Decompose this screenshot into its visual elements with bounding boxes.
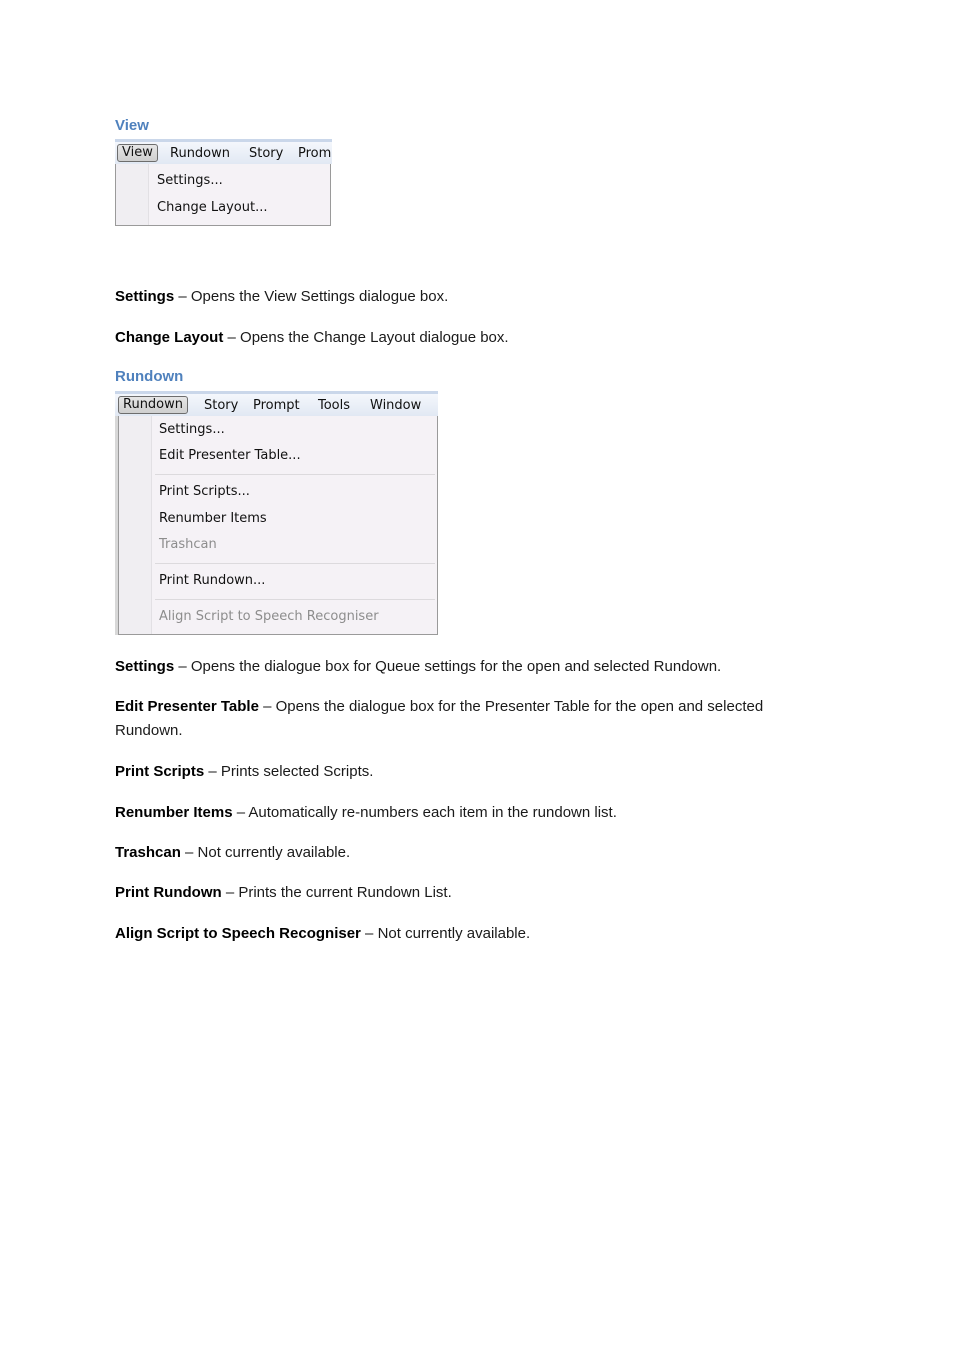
- menubar-tools[interactable]: Tools: [318, 398, 351, 413]
- menu-item-trashcan: Trashcan: [159, 537, 217, 552]
- desc-align-script: Align Script to Speech Recogniser – Not currently available.: [115, 925, 531, 942]
- menubar-story[interactable]: Story: [204, 398, 239, 413]
- dropdown-icon-gutter: [116, 164, 149, 225]
- menubar-prompt[interactable]: Prompt: [253, 398, 300, 413]
- menu-item-print-rundown[interactable]: Print Rundown...: [159, 573, 266, 588]
- menu-item-print-scripts[interactable]: Print Scripts...: [159, 484, 250, 499]
- desc-rundown-settings: Settings – Opens the dialogue box for Queue settings for the open and selected Rundown.: [115, 658, 722, 675]
- view-menu-screenshot: [115, 139, 332, 226]
- rundown-menu-screenshot: [115, 391, 438, 635]
- desc-print-scripts: Print Scripts – Prints selected Scripts.: [115, 763, 374, 780]
- view-dropdown: [115, 164, 331, 226]
- rundown-dropdown: [118, 416, 438, 635]
- menu-separator: [155, 599, 435, 600]
- menu-separator: [155, 563, 435, 564]
- desc-change-layout: Change Layout – Opens the Change Layout dialogue box.: [115, 329, 509, 346]
- menu-item-change-layout[interactable]: Change Layout...: [157, 200, 268, 215]
- desc-edit-presenter-table: Edit Presenter Table – Opens the dialogue box for the Presenter Table for the open and selected Rundown.: [115, 698, 764, 739]
- menu-item-settings[interactable]: Settings...: [159, 422, 225, 437]
- menubar-prompt-truncated[interactable]: Prom: [298, 146, 332, 161]
- rundown-menubar: [115, 391, 438, 416]
- menubar-window[interactable]: Window: [370, 398, 422, 413]
- menubar-story[interactable]: Story: [249, 146, 284, 161]
- menu-item-edit-presenter-table[interactable]: Edit Presenter Table...: [159, 448, 301, 463]
- dropdown-icon-gutter: [119, 416, 152, 634]
- menu-item-renumber-items[interactable]: Renumber Items: [159, 511, 267, 526]
- desc-renumber-items: Renumber Items – Automatically re-numbers each item in the rundown list.: [115, 804, 617, 821]
- desc-view-settings: Settings – Opens the View Settings dialogue box.: [115, 288, 449, 305]
- view-menubar: [115, 139, 332, 164]
- rundown-heading: Rundown: [115, 368, 184, 385]
- desc-print-rundown: Print Rundown – Prints the current Rundown List.: [115, 884, 452, 901]
- menu-separator: [155, 474, 435, 475]
- menubar-view[interactable]: View: [117, 144, 158, 162]
- menubar-rundown-active[interactable]: Rundown: [118, 396, 188, 414]
- menubar-rundown[interactable]: Rundown: [170, 146, 231, 161]
- desc-trashcan: Trashcan – Not currently available.: [115, 844, 351, 861]
- view-heading: View: [115, 117, 149, 134]
- menu-item-settings[interactable]: Settings...: [157, 173, 223, 188]
- menu-item-align-script: Align Script to Speech Recogniser: [159, 609, 379, 624]
